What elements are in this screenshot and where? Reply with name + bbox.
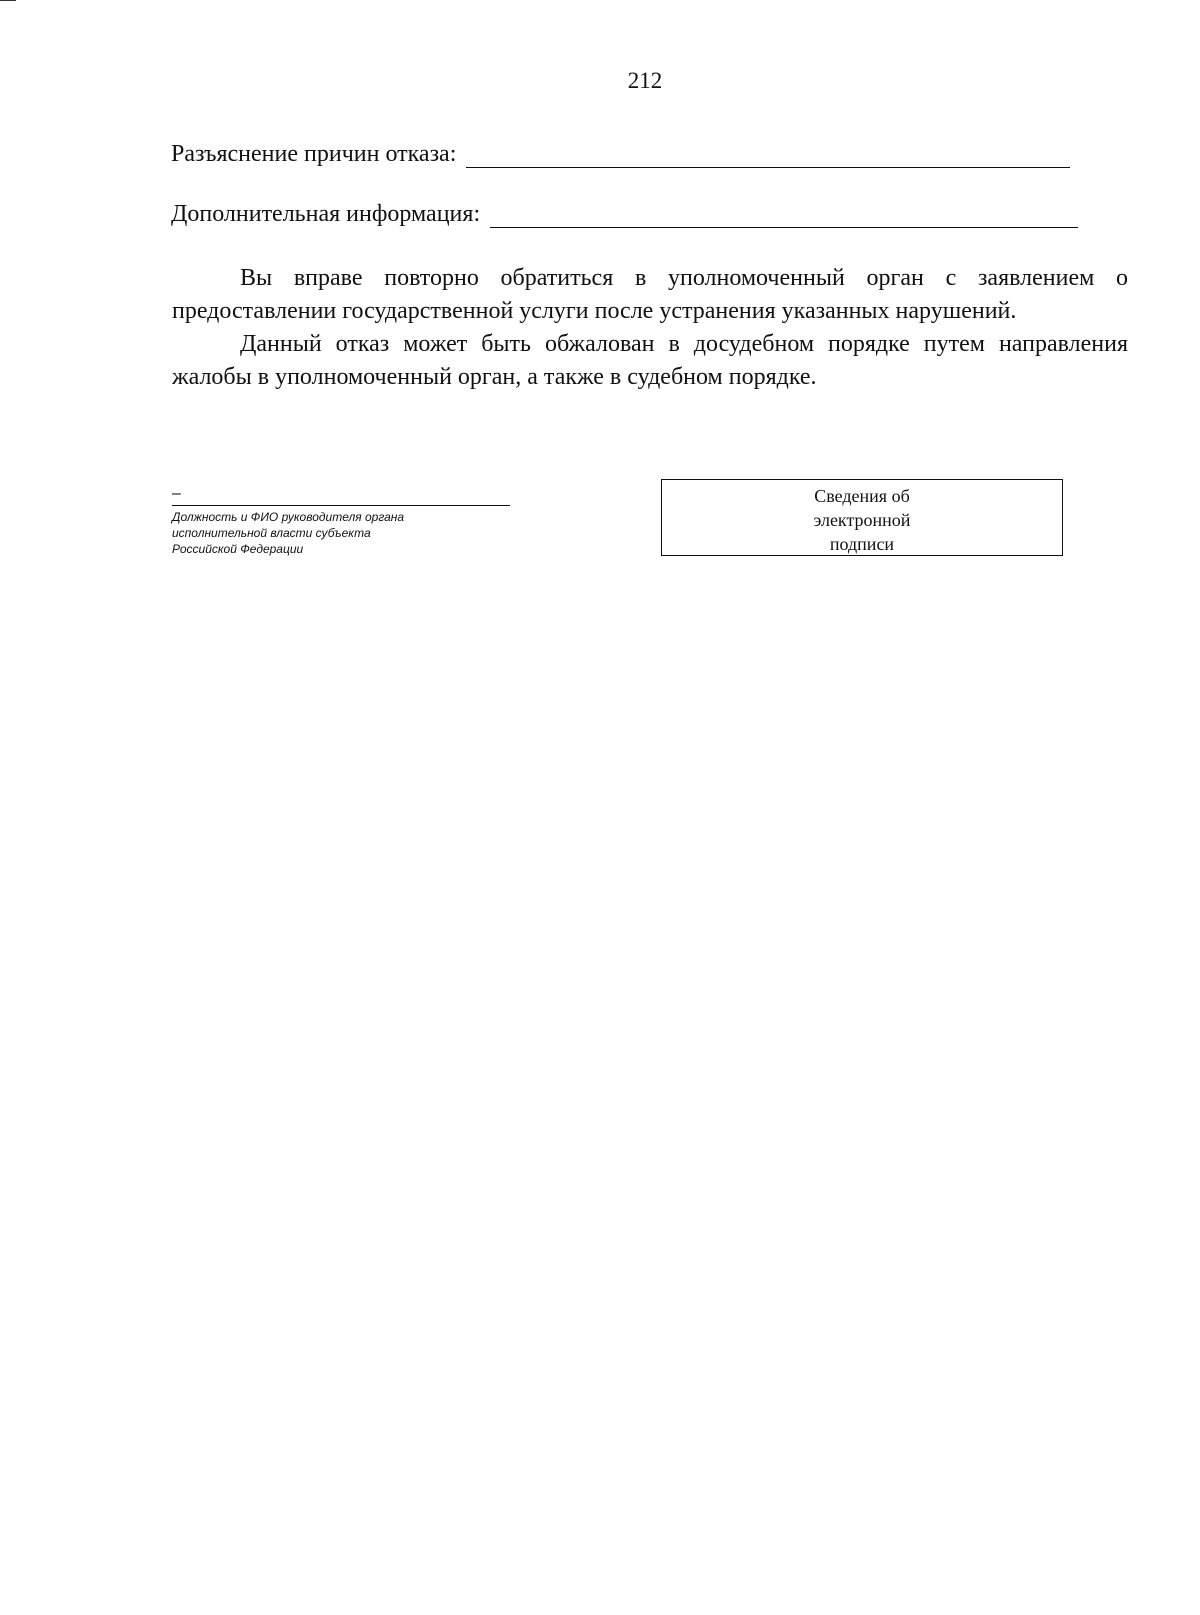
signature-caption-line: Должность и ФИО руководителя органа	[172, 510, 405, 524]
signature-caption-line: Российской Федерации	[172, 542, 304, 556]
refusal-reasons-label: Разъяснение причин отказа:	[171, 141, 457, 167]
refusal-reasons-blank-line	[466, 145, 1070, 168]
electronic-signature-box	[661, 479, 1063, 556]
paragraph-reapply: Вы вправе повторно обратиться в уполномоченный орган с заявлением о предоставлении государственной услуги после устранения указанных нарушений.	[172, 265, 1128, 324]
esign-line: Сведения об	[814, 486, 910, 506]
body-text	[172, 262, 1128, 394]
esign-line: электронной	[813, 510, 911, 530]
additional-info-label: Дополнительная информация:	[171, 201, 481, 227]
page-number: 212	[627, 68, 663, 93]
signature-block	[172, 487, 512, 557]
signature-caption	[172, 509, 512, 557]
scan-corner-mark	[0, 0, 16, 1]
refusal-reasons-field	[171, 140, 1129, 168]
signature-dash: –	[172, 485, 181, 502]
signature-caption-line: исполнительной власти субъекта	[172, 526, 371, 540]
signature-line	[172, 505, 510, 506]
additional-info-blank-line	[490, 205, 1078, 228]
additional-info-field	[171, 200, 1129, 228]
paragraph-appeal: Данный отказ может быть обжалован в досудебном порядке путем направления жалобы в уполномоченный орган, а также в судебном порядке.	[172, 331, 1128, 390]
esign-line: подписи	[829, 534, 895, 554]
